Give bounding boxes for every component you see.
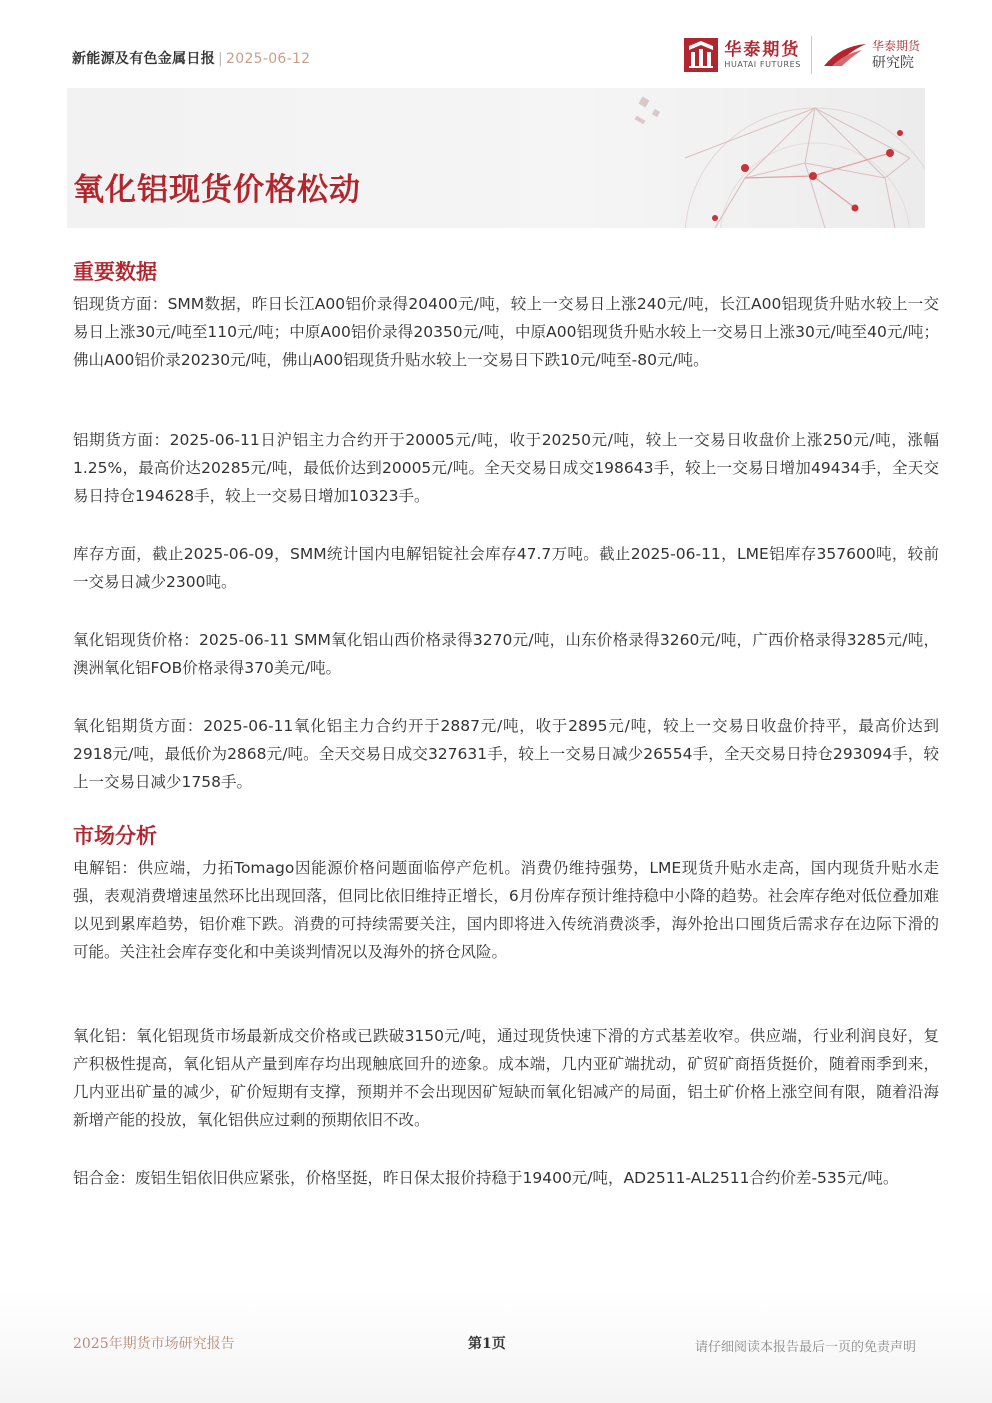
- paragraph-inventory: 库存方面，截止2025-06-09，SMM统计国内电解铝锭社会库存47.7万吨。截止2025-06-11，LME铝库存357600吨，较前一交易日减少2300吨。: [73, 545, 939, 591]
- footer-page-number: 第1页: [468, 1336, 506, 1352]
- research-line2: 研究院: [871, 55, 914, 71]
- network-globe-icon: [565, 88, 925, 228]
- paragraph-aluminum-alloy: 铝合金：废铝生铝依旧供应紧张，价格坚挺，昨日保太报价持稳于19400元/吨，AD2511-AL2511合约价差-535元/吨。: [73, 1169, 899, 1187]
- paragraph-alumina-spot: 氧化铝现货价格：2025-06-11 SMM氧化铝山西价格录得3270元/吨，山东价格录得3260元/吨，广西价格录得3285元/吨，澳洲氧化铝FOB价格录得370美元/吨。: [73, 631, 939, 677]
- report-header: [72, 48, 310, 68]
- header-separator: |: [218, 51, 224, 67]
- page-title: 氧化铝现货价格松动: [73, 172, 361, 208]
- logo-divider: [811, 36, 812, 74]
- research-swoosh-icon: [822, 40, 868, 70]
- section-heading-market-analysis: 市场分析: [73, 824, 157, 848]
- footer-disclaimer-note: 请仔细阅读本报告最后一页的免责声明: [694, 1340, 916, 1355]
- logo-name-cn: 华泰期货: [724, 40, 801, 60]
- paragraph-electrolytic-aluminum: 电解铝：供应端，力拓Tomago因能源价格问题面临停产危机。消费仍维持强势，LME现货升贴水走高，国内现货升贴水走强，表观消费增速虽然环比出现回落，但同比依旧维持正增长，6月份库存预计维持稳中小降的趋势。社会库存绝对低位叠加难以见到累库趋势，铝价难下跌。消费的可持续需要关注，国内即将进入传统消费淡季，海外抢出口囤货后需求存在边际下滑的可能。关注社会库存变化和中美谈判情况以及海外的挤仓风险。: [73, 859, 939, 961]
- logo-name-en: HUATAI FUTURES: [724, 60, 801, 69]
- paragraph-alumina-analysis: 氧化铝：氧化铝现货市场最新成交价格或已跌破3150元/吨，通过现货快速下滑的方式基差收窄。供应端，行业利润良好，复产积极性提高，氧化铝从产量到库存均出现触底回升的迹象。成本端，几内亚矿端扰动，矿贸矿商捂货挺价，随着雨季到来，几内亚出矿量的减少，矿价短期有支撑，预期并不会出现因矿短缺而氧化铝减产的局面，铝土矿价格上涨空间有限，随着沿海新增产能的投放，氧化铝供应过剩的预期依旧不改。: [73, 1027, 939, 1129]
- report-date: 2025-06-12: [226, 51, 311, 67]
- report-name: 新能源及有色金属日报: [72, 51, 215, 67]
- research-institute-logo: [822, 38, 920, 72]
- paragraph-alumina-futures: 氧化铝期货方面：2025-06-11氧化铝主力合约开于2887元/吨，收于2895元/吨，较上一交易日收盘价持平，最高价达到2918元/吨，最低价为2868元/吨。全天交易日成交327631手，较上一交易日减少26554手，全天交易日持仓293094手，较上一交易日减少1758手。: [73, 717, 939, 791]
- huatai-mark-icon: [684, 38, 718, 72]
- report-body: [73, 256, 939, 1192]
- paragraph-aluminum-futures: 铝期货方面：2025-06-11日沪铝主力合约开于20005元/吨，收于20250元/吨，较上一交易日收盘价上涨250元/吨，涨幅1.25%，最高价达20285元/吨，最低价达到20005元/吨。全天交易日成交198643手，较上一交易日增加49434手，全天交易日持仓194628手，较上一交易日增加10323手。: [73, 431, 939, 505]
- paragraph-aluminum-spot: 铝现货方面：SMM数据，昨日长江A00铝价录得20400元/吨，较上一交易日上涨240元/吨，长江A00铝现货升贴水较上一交易日上涨30元/吨至110元/吨；中原A00铝价录得20350元/吨，中原A00铝现货升贴水较上一交易日上涨30元/吨至40元/吨；佛山A00铝价录20230元/吨，佛山A00铝现货升贴水较上一交易日下跌10元/吨至-80元/吨。: [73, 295, 939, 369]
- footer-report-title: 2025年期货市场研究报告: [73, 1336, 235, 1352]
- header-logos: [684, 36, 920, 74]
- title-banner: [67, 88, 925, 228]
- huatai-futures-logo: [684, 38, 801, 72]
- section-heading-key-data: 重要数据: [73, 260, 157, 284]
- research-line1: 华泰期货: [871, 39, 920, 53]
